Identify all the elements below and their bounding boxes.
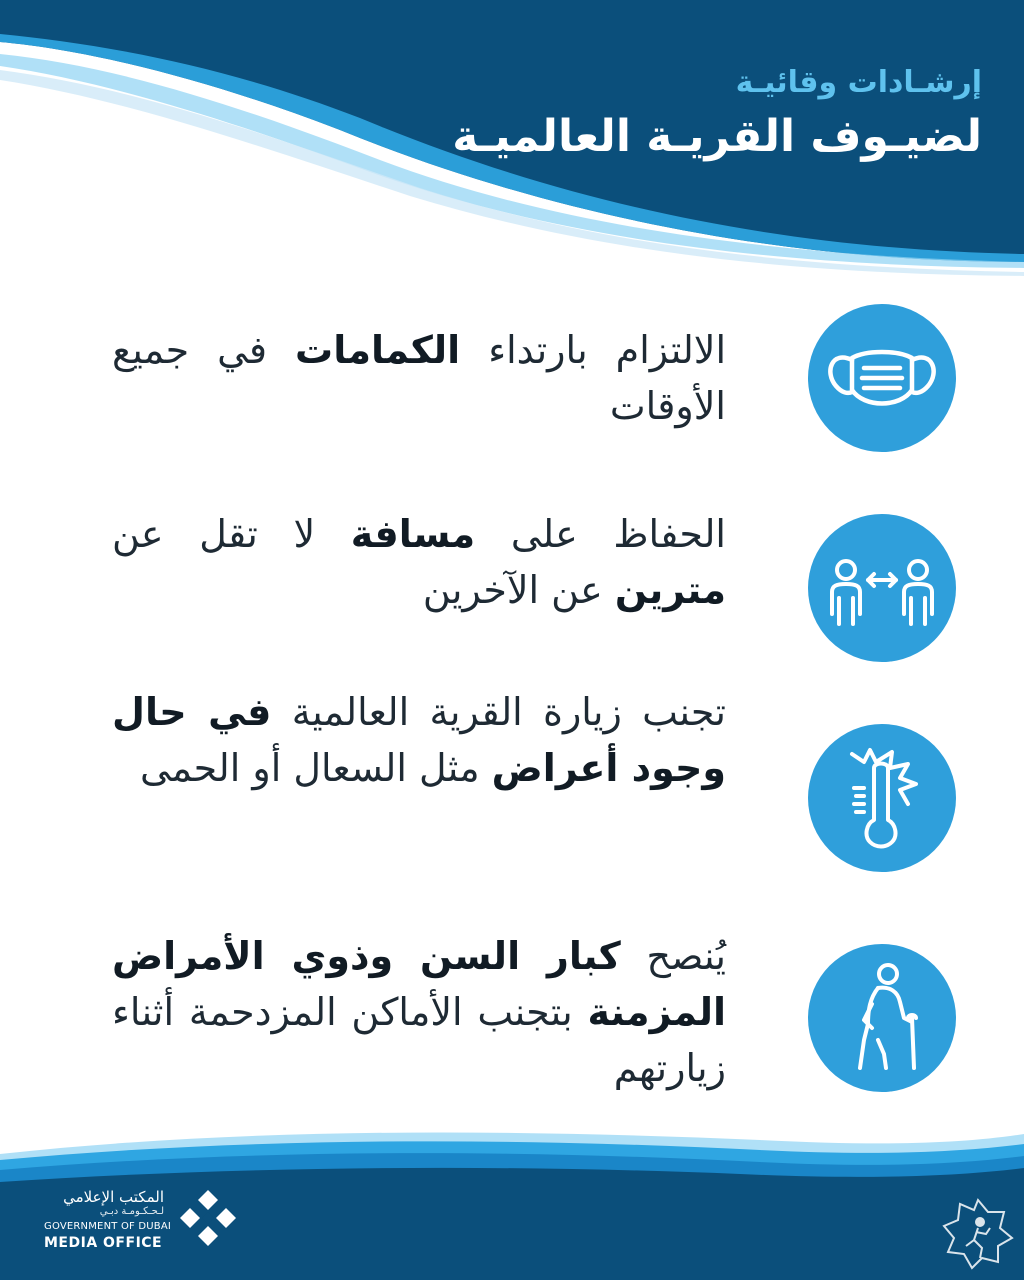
guideline-symptoms-rest: مثل السعال أو الحمى: [139, 746, 492, 790]
running-figure-watermark-icon: [940, 1196, 1016, 1272]
guideline-elderly-lead: يُنصح: [620, 934, 726, 978]
header: [452, 64, 982, 166]
fever-thermometer-icon: [808, 724, 956, 872]
brand-arabic: المكتب الإعلامي: [63, 1188, 164, 1206]
guideline-mask-bold: الكمامات: [295, 328, 461, 372]
guideline-distance-rest: لا تقل عن: [112, 512, 351, 556]
brand-arabic-sub: لـحـكـومـة دبـي: [99, 1206, 164, 1217]
elderly-person-icon: [808, 944, 956, 1092]
brand-english-line-2: MEDIA OFFICE: [44, 1235, 163, 1251]
guideline-distance-rest-2: عن الآخرين: [422, 568, 615, 612]
brand-english-line-1: GOVERNMENT OF DUBAI: [44, 1221, 172, 1232]
media-office-logo-icon: [176, 1186, 240, 1250]
header-title: لضيـوف القريـة العالميـة: [452, 111, 982, 162]
guideline-elderly: [112, 928, 726, 1096]
guideline-mask-lead: الالتزام بارتداء: [460, 328, 726, 372]
guideline-mask-rest: في جميع الأوقات: [112, 328, 726, 428]
social-distance-icon: [808, 514, 956, 662]
guideline-distance: [112, 506, 726, 618]
guideline-distance-lead: الحفاظ على: [475, 512, 726, 556]
guideline-symptoms: [112, 684, 726, 796]
guideline-distance-bold: مسافة: [350, 512, 476, 556]
guideline-elderly-rest: بتجنب الأماكن المزدحمة أثناء زيارتهم: [112, 990, 726, 1090]
header-subtitle: إرشـادات وقائيـة: [735, 65, 982, 100]
guideline-elderly-bold: كبار السن وذوي الأمراض المزمنة: [112, 934, 726, 1034]
face-mask-icon: [808, 304, 956, 452]
guideline-mask: [112, 322, 726, 434]
media-office-brand: [44, 1188, 171, 1252]
guideline-symptoms-lead: تجنب زيارة القرية العالمية: [271, 690, 726, 734]
guideline-symptoms-bold: في حال وجود أعراض: [112, 690, 726, 790]
guideline-distance-bold-2: مترين: [614, 568, 726, 612]
